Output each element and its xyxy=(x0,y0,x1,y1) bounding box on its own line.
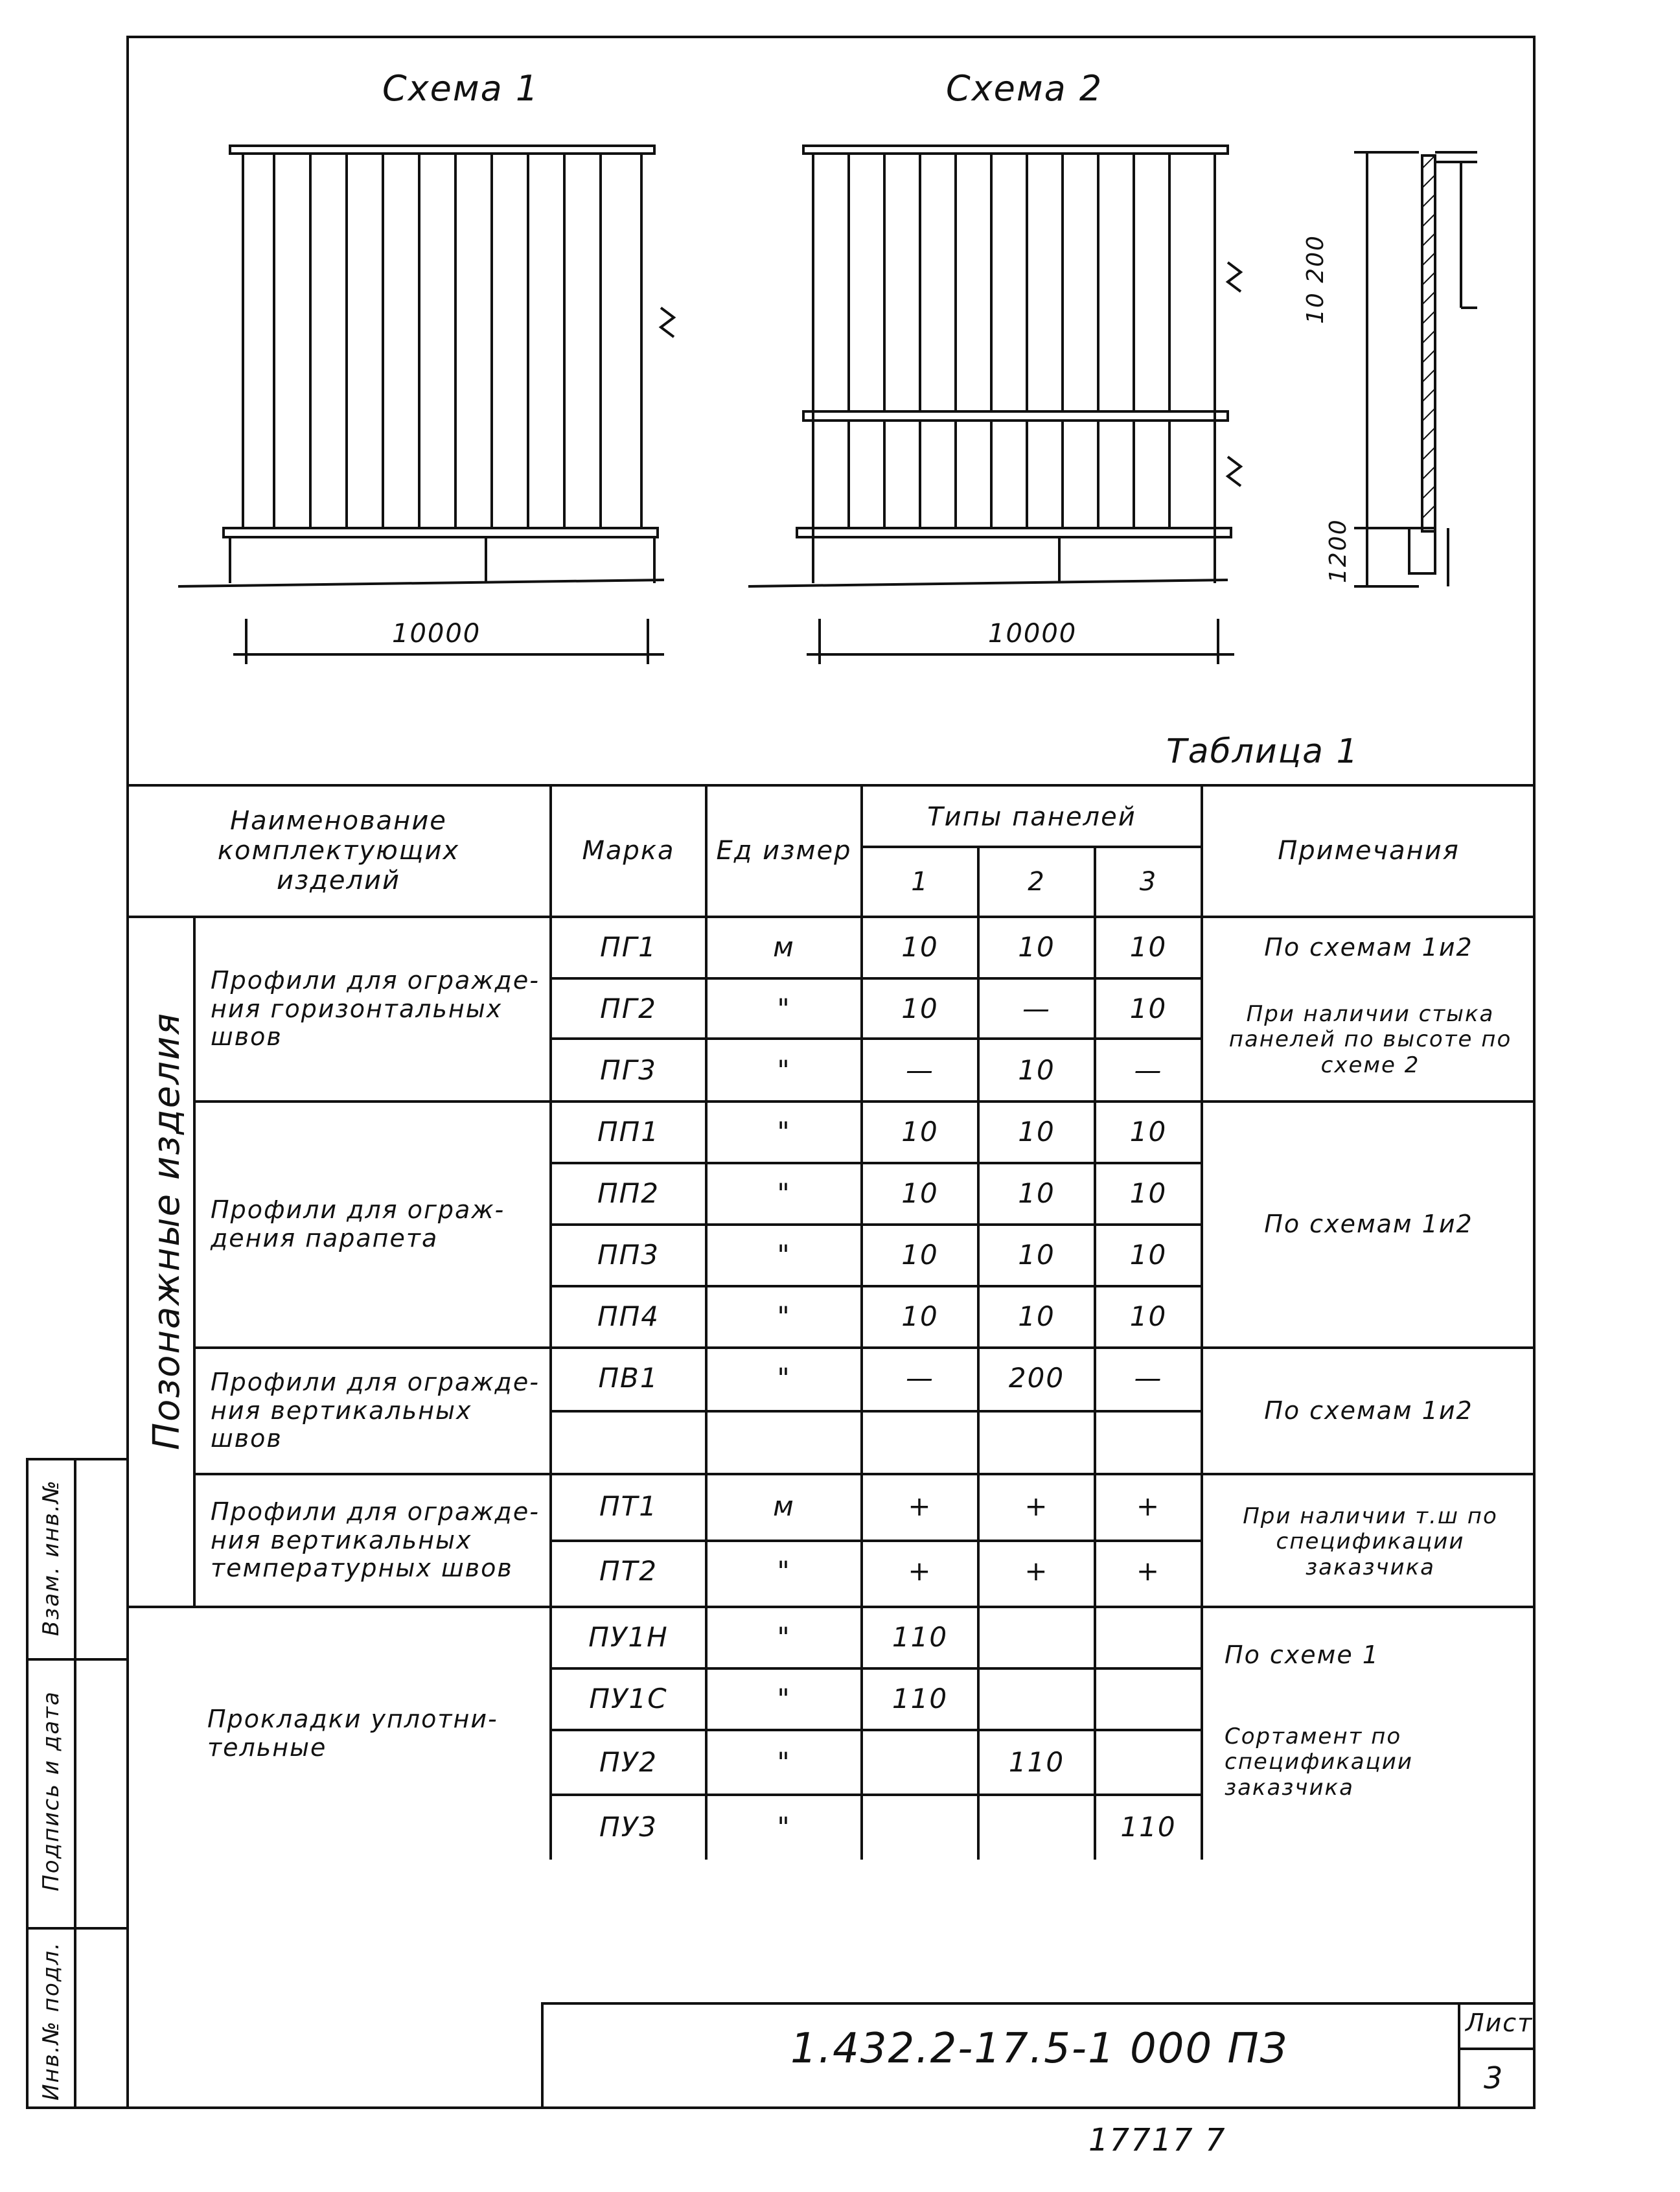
table-cell-unit: " xyxy=(777,1621,791,1654)
table-cell-mark: ПУ1Н xyxy=(588,1621,669,1654)
note-gaskets-1: По схеме 1 xyxy=(1225,1641,1379,1670)
table-cell-mark: ПП2 xyxy=(597,1177,660,1210)
header-type3: 3 xyxy=(1139,867,1158,897)
section-dim-bottom: 1200 xyxy=(1325,518,1352,583)
section-drawing xyxy=(1354,152,1477,586)
table-cell-t2: 10 xyxy=(1018,931,1055,963)
side-stamp xyxy=(26,1458,126,2109)
table-title: Таблица 1 xyxy=(1166,732,1359,771)
table-cell-t1: 110 xyxy=(892,1621,949,1654)
table-cell-mark: ПГ3 xyxy=(600,1054,657,1087)
table-cell-t2: 110 xyxy=(1008,1746,1065,1778)
table-cell-unit: " xyxy=(777,1683,791,1715)
table-cell-t1: + xyxy=(908,1490,932,1522)
table-cell-mark: ПУ2 xyxy=(599,1746,658,1778)
scheme1-drawing xyxy=(178,146,674,664)
scheme1-title: Схема 1 xyxy=(382,68,540,109)
header-name: Наименование комплектующих изделий xyxy=(217,805,460,895)
table-cell-t2: 10 xyxy=(1018,1177,1055,1210)
header-type2: 2 xyxy=(1028,867,1046,897)
table-cell-t2: 10 xyxy=(1018,1239,1055,1271)
table-cell-t3 xyxy=(1095,1730,1202,1795)
table-cell-t1: 10 xyxy=(901,1116,939,1148)
table-cell-unit: м xyxy=(773,931,795,963)
table-cell-unit: " xyxy=(777,1362,791,1394)
table-cell-t1 xyxy=(862,1795,978,1860)
note-vertical: По схемам 1и2 xyxy=(1264,1396,1473,1425)
group-label: Позонажные изделия xyxy=(146,1011,188,1451)
title-block-sheet-divider xyxy=(1458,2002,1460,2109)
table-cell-t2: + xyxy=(1024,1490,1049,1522)
table-cell-unit: " xyxy=(777,993,791,1025)
note-gaskets-2: Сортамент по спецификации заказчика xyxy=(1225,1724,1413,1801)
table-cell-t2 xyxy=(978,1607,1095,1668)
table-cell-t1: + xyxy=(908,1554,932,1587)
bottom-number: 17717 7 xyxy=(1088,2122,1226,2158)
table-cell-unit: " xyxy=(777,1239,791,1271)
scheme2-title: Схема 2 xyxy=(946,68,1103,109)
table-cell-t2: — xyxy=(1022,993,1051,1025)
table-cell-t1: — xyxy=(906,1054,934,1087)
table-cell-unit: " xyxy=(777,1300,791,1333)
table-cell-t2: 10 xyxy=(1018,1054,1055,1087)
section-name-vertical: Профили для огражде-ния вертикальных швов xyxy=(211,1367,540,1453)
section-name-gaskets: Прокладки уплотни-тельные xyxy=(207,1705,498,1762)
table-cell-t3: 10 xyxy=(1129,1116,1168,1148)
table-cell-t3: 10 xyxy=(1129,1300,1168,1333)
table-cell-t3: — xyxy=(1134,1054,1163,1087)
table-cell-t1: 10 xyxy=(901,1177,939,1210)
side-stamp-sign-date: Подпись и дата xyxy=(38,1690,64,1891)
table-cell-mark: ПУ1С xyxy=(589,1683,668,1715)
table-cell-mark: ПП4 xyxy=(597,1300,660,1333)
table-cell-unit: " xyxy=(777,1116,791,1148)
scheme1-width-dim: 10000 xyxy=(392,619,481,649)
sheet-number: 3 xyxy=(1484,2060,1504,2095)
table-cell-t3: 10 xyxy=(1129,1177,1168,1210)
section-name-temperature: Профили для огражде-ния вертикальных температурных швов xyxy=(211,1497,540,1583)
table-cell-mark: ПП3 xyxy=(597,1239,660,1271)
table-cell-unit: " xyxy=(777,1177,791,1210)
side-stamp-inv-replace: Взам. инв.№ xyxy=(38,1479,64,1637)
table-cell-t2 xyxy=(978,1668,1095,1730)
header-panel-types: Типы панелей xyxy=(927,802,1136,832)
table-cell-t3: — xyxy=(1134,1362,1163,1394)
table-cell-t3: 10 xyxy=(1129,993,1168,1025)
table-cell-t3 xyxy=(1095,1668,1202,1730)
table-cell-t3: 110 xyxy=(1120,1810,1177,1843)
table-cell-mark: ПУ3 xyxy=(599,1810,658,1843)
table-cell-t1: 10 xyxy=(901,993,939,1025)
table-cell-mark: ПТ1 xyxy=(599,1490,658,1522)
table-cell-unit: " xyxy=(777,1054,791,1087)
header-type1: 1 xyxy=(911,867,929,897)
table-cell-t1: 10 xyxy=(901,1239,939,1271)
table-cell-t2: 10 xyxy=(1018,1300,1055,1333)
table-cell-mark: ПГ1 xyxy=(600,931,657,963)
header-unit: Ед измер xyxy=(716,835,852,866)
scheme2-width-dim: 10000 xyxy=(988,619,1077,649)
table-cell-t3: + xyxy=(1136,1554,1161,1587)
table-cell-t2: + xyxy=(1024,1554,1049,1587)
table-cell-t2: 10 xyxy=(1018,1116,1055,1148)
sheet-label: Лист xyxy=(1466,2009,1534,2037)
table-cell-t1: 10 xyxy=(901,1300,939,1333)
table-cell-t1: 110 xyxy=(892,1683,949,1715)
section-name-parapet: Профили для ограж-дения парапета xyxy=(211,1195,505,1252)
scheme2-drawing xyxy=(748,146,1241,664)
table-cell-t3: + xyxy=(1136,1490,1161,1522)
note-horizontal-1: По схемам 1и2 xyxy=(1264,932,1473,962)
table-cell-unit: м xyxy=(773,1490,795,1522)
header-notes: Примечания xyxy=(1278,835,1460,866)
table-cell-mark: ПТ2 xyxy=(599,1554,658,1587)
table-cell-t1: — xyxy=(906,1362,934,1394)
section-name-horizontal: Профили для огражде-ния горизонтальных швов xyxy=(211,965,540,1052)
table-cell-t1 xyxy=(862,1730,978,1795)
note-parapet: По схемам 1и2 xyxy=(1264,1210,1473,1239)
side-stamp-inv-orig: Инв.№ подл. xyxy=(38,1941,64,2101)
table-cell-mark: ПГ2 xyxy=(600,993,657,1025)
table-cell-t3: 10 xyxy=(1129,931,1168,963)
note-temperature: При наличии т.ш по спецификации заказчика xyxy=(1243,1503,1498,1580)
table-cell-t2: 200 xyxy=(1008,1362,1065,1394)
table-cell-t3: 10 xyxy=(1129,1239,1168,1271)
schemes-drawing xyxy=(126,36,1536,800)
table-cell-mark: ПВ1 xyxy=(598,1362,659,1394)
title-block-sheet-line xyxy=(1458,2048,1536,2050)
table-cell-unit: " xyxy=(777,1746,791,1778)
note-horizontal-2: При наличии стыка панелей по высоте по схеме 2 xyxy=(1228,1001,1512,1078)
document-code: 1.432.2-17.5-1 000 ПЗ xyxy=(790,2025,1288,2073)
table-cell-unit: " xyxy=(777,1810,791,1843)
table-cell-mark: ПП1 xyxy=(597,1116,660,1148)
section-dim-top: 10 200 xyxy=(1302,235,1329,324)
table-cell-t1: 10 xyxy=(901,931,939,963)
header-mark: Марка xyxy=(582,835,675,866)
table-cell-unit: " xyxy=(777,1554,791,1587)
table-cell-t3 xyxy=(1095,1607,1202,1668)
table-cell-t2 xyxy=(978,1795,1095,1860)
